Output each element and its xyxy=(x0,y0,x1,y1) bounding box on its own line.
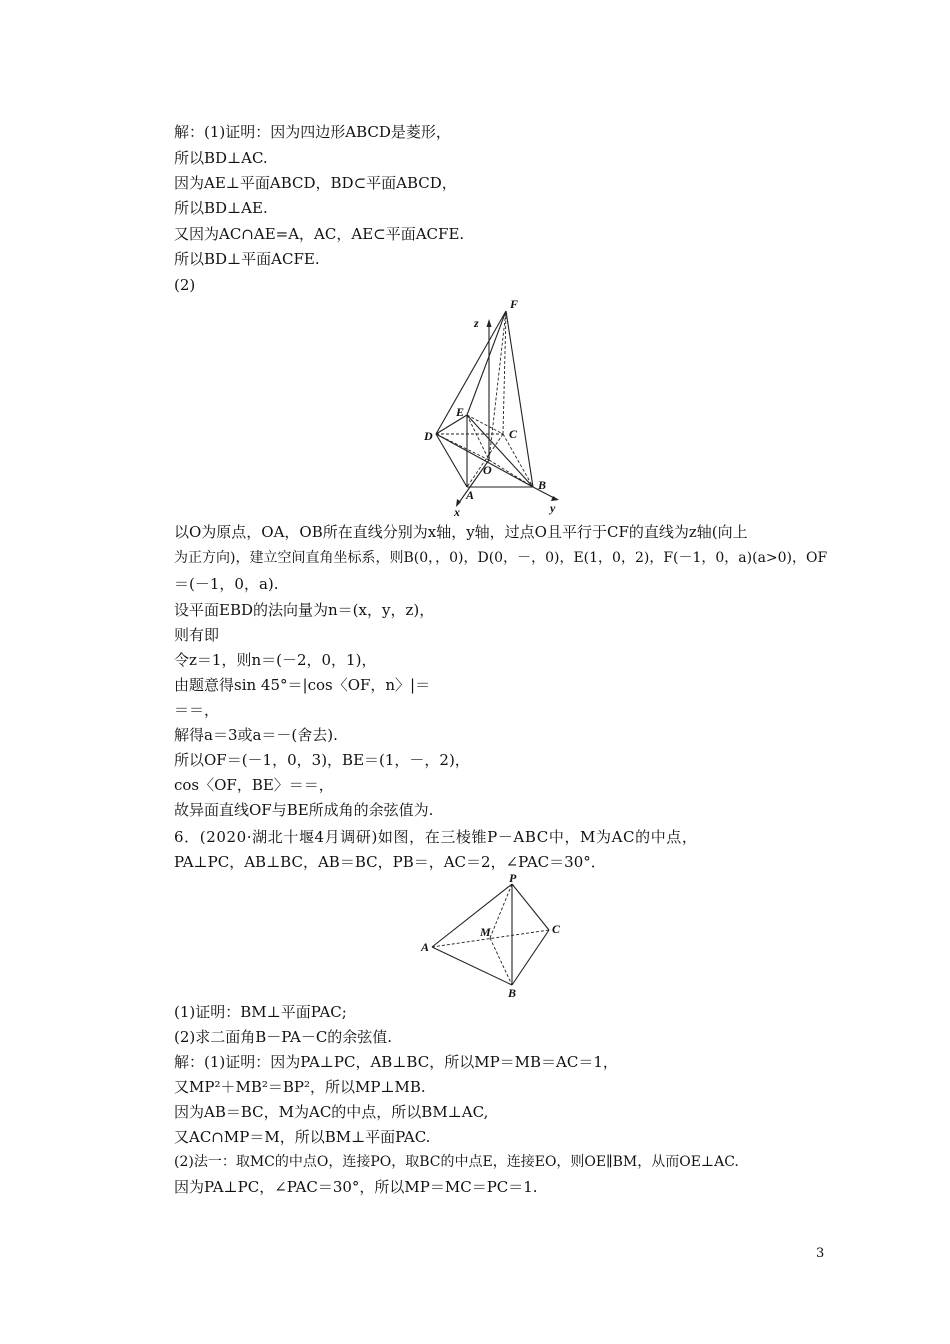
label-O: O xyxy=(483,463,492,477)
label-y: y xyxy=(550,501,556,515)
label-A: A xyxy=(466,488,475,502)
text-line: 故异面直线OF与BE所成角的余弦值为. xyxy=(174,801,434,819)
text-line: 解：(1)证明：因为PA⊥PC，AB⊥BC，所以MP＝MB＝AC＝1， xyxy=(174,1053,618,1071)
label-A: A xyxy=(421,940,430,954)
text-line: 又因为AC∩AE=A，AC，AE⊂平面ACFE. xyxy=(174,225,465,243)
text-line: 所以OF＝(－1，0，3)，BE＝(1，－，2)， xyxy=(174,751,470,769)
label-x: x xyxy=(454,505,460,519)
text-line: cos〈OF，BE〉＝＝， xyxy=(174,776,334,794)
label-D: D xyxy=(424,429,433,443)
problem-6-statement: 6．(2020·湖北十堰4月调研)如图，在三棱锥P－ABC中，M为AC的中点， xyxy=(174,828,698,846)
label-C: C xyxy=(552,922,561,936)
text-line: (1)证明：BM⊥平面PAC; xyxy=(174,1003,347,1021)
text-line: 又AC∩MP＝M，所以BM⊥平面PAC. xyxy=(174,1128,431,1146)
text-line: ＝(－1，0，a). xyxy=(174,575,279,593)
text-line: 因为AB＝BC，M为AC的中点，所以BM⊥AC, xyxy=(174,1103,489,1121)
text-line: (2) xyxy=(174,276,196,294)
page-number: 3 xyxy=(816,1246,825,1261)
label-B: B xyxy=(538,478,547,492)
text-line: 所以BD⊥平面ACFE. xyxy=(174,250,320,268)
text-line: 以O为原点，OA，OB所在直线分别为x轴，y轴，过点O且平行于CF的直线为z轴(向上 xyxy=(174,523,748,541)
text-line: 因为PA⊥PC，∠PAC＝30°，所以MP＝MC＝PC＝1. xyxy=(174,1178,538,1196)
text-line: 令z＝1，则n＝(－2，0，1)， xyxy=(174,651,377,669)
text-line: 解得a＝3或a＝－(舍去). xyxy=(174,726,338,744)
label-B: B xyxy=(508,986,517,1000)
figure-pyramid-coordinate-system xyxy=(420,295,570,520)
text-line: 所以BD⊥AC. xyxy=(174,149,268,167)
label-E: E xyxy=(456,405,465,419)
text-line: 所以BD⊥AE. xyxy=(174,199,268,217)
text-line: 由题意得sin 45°＝|cos〈OF，n〉|＝ xyxy=(174,676,431,694)
text-line: 为正方向)，建立空间直角坐标系，则B(0，，0)，D(0，－，0)，E(1，0，2)，F(－1，0，a)(a>0)，OF xyxy=(174,550,828,566)
label-M: M xyxy=(480,925,491,939)
problem-6-conditions: PA⊥PC，AB⊥BC，AB＝BC，PB＝，AC＝2，∠PAC＝30°． xyxy=(174,853,606,871)
figure-tetrahedron xyxy=(415,870,575,1000)
text-line: ＝＝， xyxy=(174,701,220,719)
text-line: (2)法一：取MC的中点O，连接PO，取BC的中点E，连接EO，则OE∥BM，从而OE⊥AC. xyxy=(174,1154,739,1170)
text-line: 则有即 xyxy=(174,626,220,644)
text-line: 设平面EBD的法向量为n＝(x，y，z)， xyxy=(174,601,435,619)
label-P: P xyxy=(509,871,517,885)
text-line: 解：(1)证明：因为四边形ABCD是菱形， xyxy=(174,123,451,141)
text-line: 因为AE⊥平面ABCD，BD⊂平面ABCD， xyxy=(174,174,457,192)
label-F: F xyxy=(510,297,519,311)
label-z: z xyxy=(474,316,479,330)
text-line: (2)求二面角B－PA－C的余弦值. xyxy=(174,1028,393,1046)
label-C: C xyxy=(509,427,518,441)
text-line: 又MP²＋MB²＝BP²，所以MP⊥MB. xyxy=(174,1078,426,1096)
